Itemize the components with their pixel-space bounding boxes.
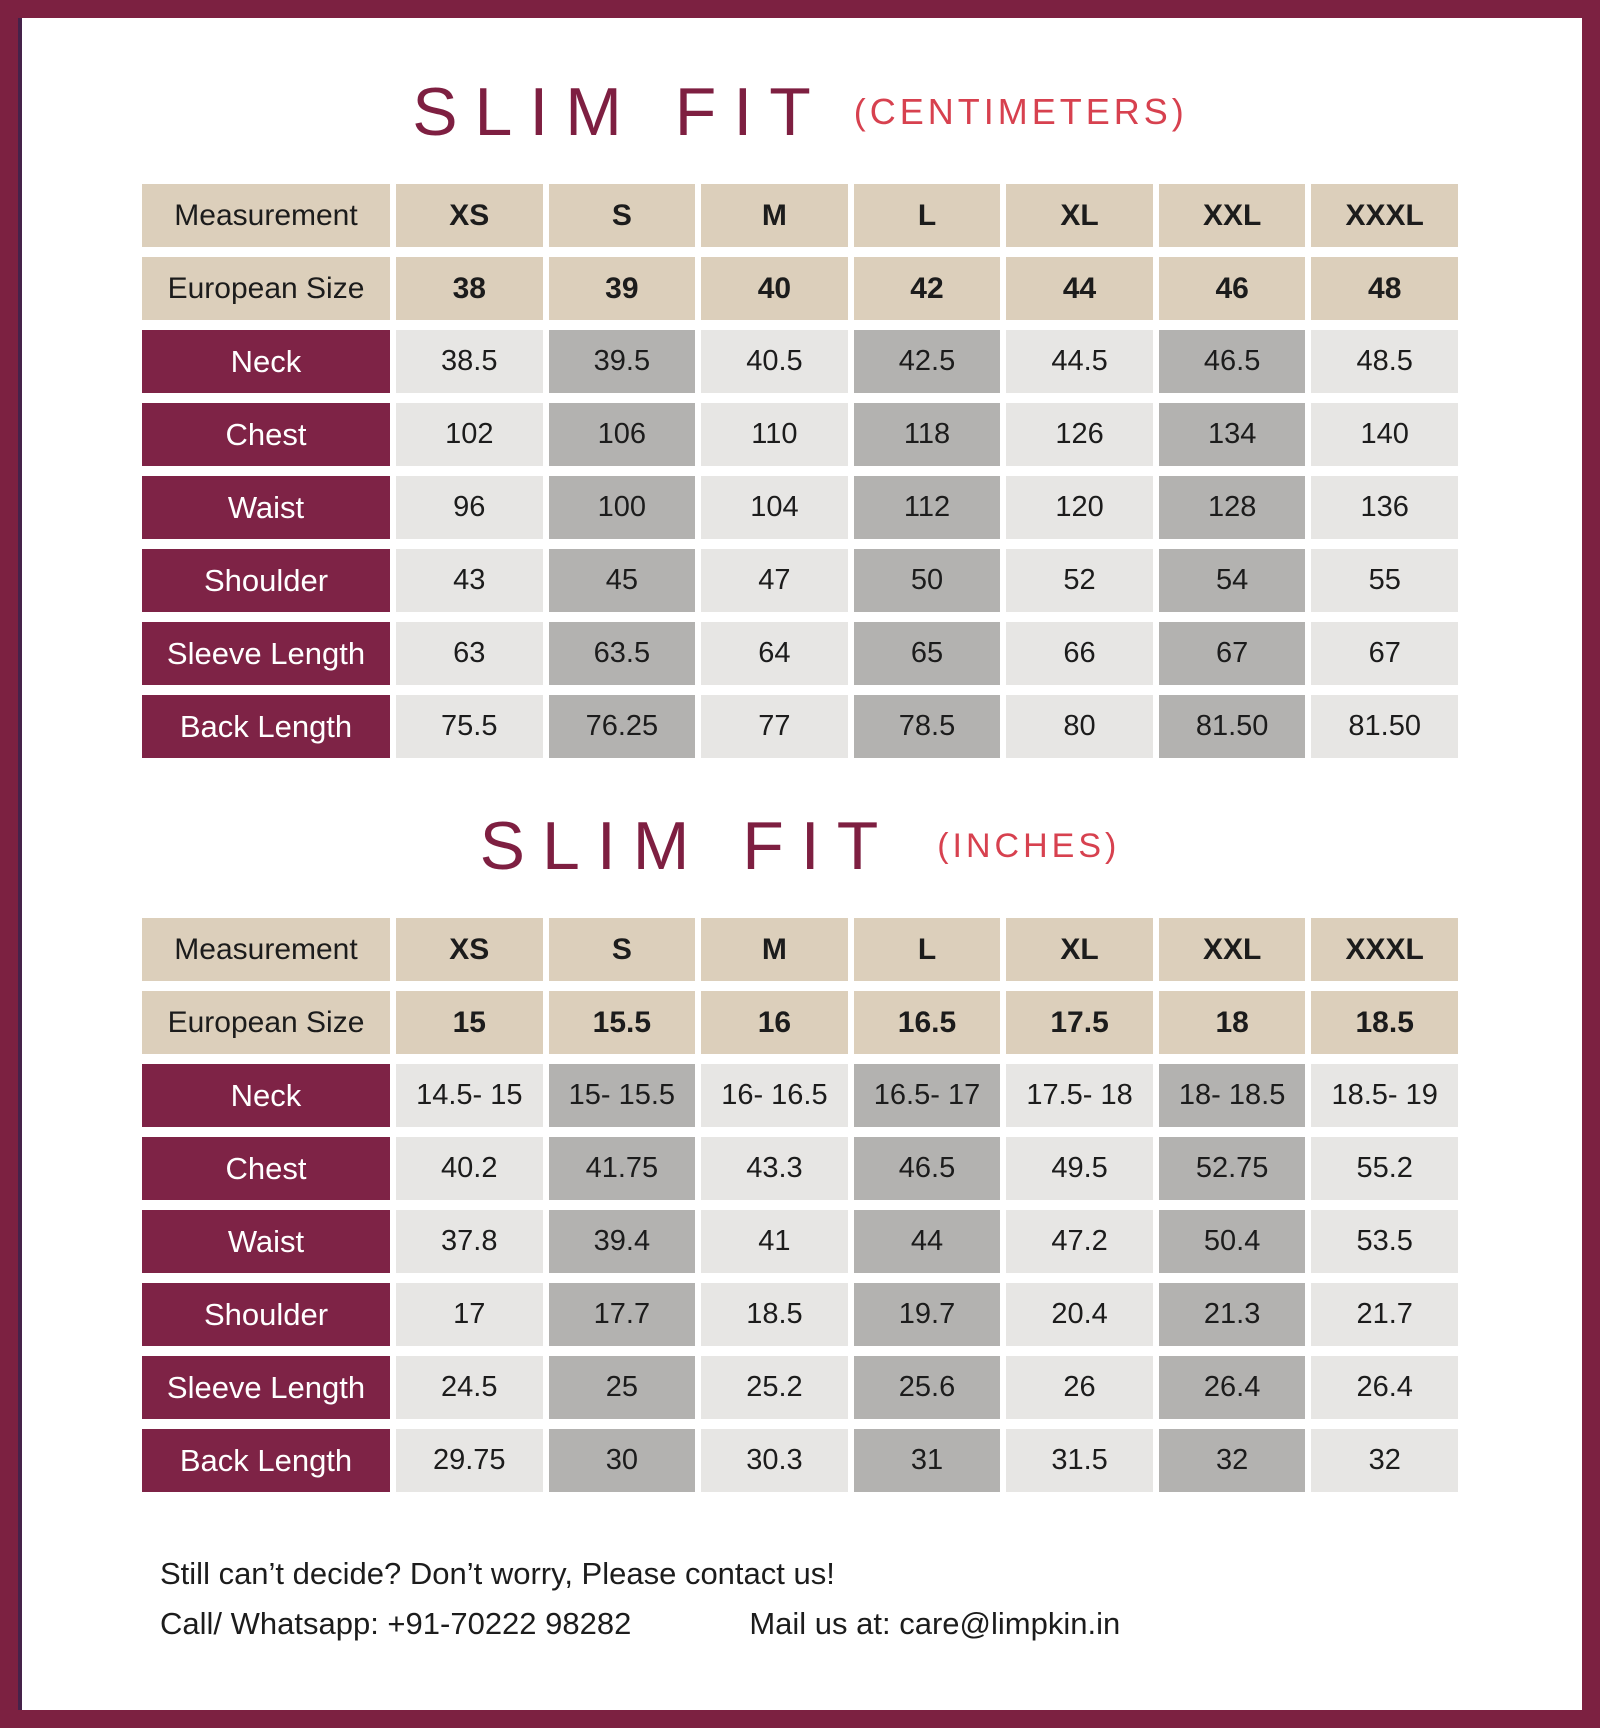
size-cell: 19.7 [854, 1283, 1001, 1346]
size-cell: 21.7 [1311, 1283, 1458, 1346]
size-cell: 52.75 [1159, 1137, 1306, 1200]
size-cell: 63.5 [549, 622, 696, 685]
size-cell: 37.8 [396, 1210, 543, 1273]
size-cell: 140 [1311, 403, 1458, 466]
size-cell: 112 [854, 476, 1001, 539]
size-cell: 31.5 [1006, 1429, 1153, 1492]
size-cell: 41 [701, 1210, 848, 1273]
size-cell: 52 [1006, 549, 1153, 612]
size-cell: 54 [1159, 549, 1306, 612]
size-cell: 40.5 [701, 330, 848, 393]
european-size-cell: 39 [549, 257, 696, 320]
column-header-m: M [701, 918, 848, 981]
title-inches [18, 804, 1582, 888]
size-cell: 30 [549, 1429, 696, 1492]
size-cell: 18- 18.5 [1159, 1064, 1306, 1127]
column-header-xxl: XXL [1159, 918, 1306, 981]
size-cell: 16.5- 17 [854, 1064, 1001, 1127]
column-header-m: M [701, 184, 848, 247]
size-cell: 126 [1006, 403, 1153, 466]
size-cell: 14.5- 15 [396, 1064, 543, 1127]
size-cell: 17.5- 18 [1006, 1064, 1153, 1127]
size-cell: 38.5 [396, 330, 543, 393]
size-cell: 53.5 [1311, 1210, 1458, 1273]
size-cell: 41.75 [549, 1137, 696, 1200]
row-label-sleeve-length: Sleeve Length [142, 622, 390, 685]
contact-email: Mail us at: care@limpkin.in [749, 1606, 1121, 1641]
size-cell: 55.2 [1311, 1137, 1458, 1200]
european-size-cell: 40 [701, 257, 848, 320]
row-label-waist: Waist [142, 476, 390, 539]
column-header-l: L [854, 184, 1001, 247]
size-cell: 24.5 [396, 1356, 543, 1419]
size-cell: 25.2 [701, 1356, 848, 1419]
footer-note [160, 1556, 1582, 1642]
size-cell: 49.5 [1006, 1137, 1153, 1200]
size-cell: 55 [1311, 549, 1458, 612]
column-header-xl: XL [1006, 918, 1153, 981]
left-edge-strip [18, 18, 22, 1710]
size-cell: 39.5 [549, 330, 696, 393]
european-size-cell: 18.5 [1311, 991, 1458, 1054]
size-cell: 43 [396, 549, 543, 612]
row-label-neck: Neck [142, 330, 390, 393]
size-cell: 32 [1311, 1429, 1458, 1492]
column-header-l: L [854, 918, 1001, 981]
footer-help-text: Still can’t decide? Don’t worry, Please contact us! [160, 1556, 835, 1591]
size-cell: 136 [1311, 476, 1458, 539]
size-cell: 26.4 [1159, 1356, 1306, 1419]
european-size-cell: 16.5 [854, 991, 1001, 1054]
column-header-xxxl: XXXL [1311, 184, 1458, 247]
size-cell: 78.5 [854, 695, 1001, 758]
row-label-back-length: Back Length [142, 1429, 390, 1492]
size-cell: 30.3 [701, 1429, 848, 1492]
size-cell: 76.25 [549, 695, 696, 758]
column-header-measurement: Measurement [142, 184, 390, 247]
size-cell: 96 [396, 476, 543, 539]
size-cell: 47 [701, 549, 848, 612]
row-label-european-size: European Size [142, 257, 390, 320]
size-cell: 67 [1159, 622, 1306, 685]
size-cell: 25.6 [854, 1356, 1001, 1419]
row-label-neck: Neck [142, 1064, 390, 1127]
column-header-s: S [549, 184, 696, 247]
size-table-inches [142, 918, 1458, 1492]
size-cell: 18.5- 19 [1311, 1064, 1458, 1127]
size-cell: 44 [854, 1210, 1001, 1273]
size-cell: 110 [701, 403, 848, 466]
column-header-s: S [549, 918, 696, 981]
size-cell: 102 [396, 403, 543, 466]
unit-label: (INCHES) [937, 826, 1121, 865]
size-cell: 15- 15.5 [549, 1064, 696, 1127]
size-table-centimeters [142, 184, 1458, 758]
column-header-xs: XS [396, 918, 543, 981]
size-cell: 20.4 [1006, 1283, 1153, 1346]
size-cell: 16- 16.5 [701, 1064, 848, 1127]
european-size-cell: 42 [854, 257, 1001, 320]
size-cell: 106 [549, 403, 696, 466]
contact-phone: Call/ Whatsapp: +91-70222 98282 [160, 1606, 632, 1641]
european-size-cell: 15 [396, 991, 543, 1054]
size-cell: 48.5 [1311, 330, 1458, 393]
size-cell: 134 [1159, 403, 1306, 466]
size-cell: 18.5 [701, 1283, 848, 1346]
size-cell: 45 [549, 549, 696, 612]
row-label-shoulder: Shoulder [142, 549, 390, 612]
size-cell: 66 [1006, 622, 1153, 685]
size-cell: 39.4 [549, 1210, 696, 1273]
european-size-cell: 18 [1159, 991, 1306, 1054]
column-header-xs: XS [396, 184, 543, 247]
size-cell: 25 [549, 1356, 696, 1419]
size-cell: 67 [1311, 622, 1458, 685]
row-label-shoulder: Shoulder [142, 1283, 390, 1346]
size-cell: 32 [1159, 1429, 1306, 1492]
size-cell: 118 [854, 403, 1001, 466]
unit-label: (CENTIMETERS) [853, 91, 1188, 132]
column-header-xxxl: XXXL [1311, 918, 1458, 981]
size-cell: 64 [701, 622, 848, 685]
size-cell: 77 [701, 695, 848, 758]
european-size-cell: 46 [1159, 257, 1306, 320]
title-text: SLIM FIT [479, 808, 896, 884]
size-cell: 42.5 [854, 330, 1001, 393]
column-header-xxl: XXL [1159, 184, 1306, 247]
size-cell: 17.7 [549, 1283, 696, 1346]
size-cell: 46.5 [854, 1137, 1001, 1200]
size-cell: 43.3 [701, 1137, 848, 1200]
size-cell: 81.50 [1311, 695, 1458, 758]
size-cell: 31 [854, 1429, 1001, 1492]
size-cell: 128 [1159, 476, 1306, 539]
size-cell: 120 [1006, 476, 1153, 539]
row-label-chest: Chest [142, 1137, 390, 1200]
european-size-cell: 38 [396, 257, 543, 320]
size-cell: 65 [854, 622, 1001, 685]
size-cell: 26.4 [1311, 1356, 1458, 1419]
european-size-cell: 48 [1311, 257, 1458, 320]
size-cell: 100 [549, 476, 696, 539]
european-size-cell: 44 [1006, 257, 1153, 320]
size-cell: 21.3 [1159, 1283, 1306, 1346]
size-cell: 17 [396, 1283, 543, 1346]
row-label-chest: Chest [142, 403, 390, 466]
size-cell: 63 [396, 622, 543, 685]
size-cell: 26 [1006, 1356, 1153, 1419]
column-header-measurement: Measurement [142, 918, 390, 981]
size-cell: 29.75 [396, 1429, 543, 1492]
european-size-cell: 15.5 [549, 991, 696, 1054]
size-cell: 46.5 [1159, 330, 1306, 393]
title-centimeters [18, 70, 1582, 154]
title-text: SLIM FIT [412, 74, 828, 150]
size-cell: 80 [1006, 695, 1153, 758]
european-size-cell: 16 [701, 991, 848, 1054]
european-size-cell: 17.5 [1006, 991, 1153, 1054]
column-header-xl: XL [1006, 184, 1153, 247]
row-label-sleeve-length: Sleeve Length [142, 1356, 390, 1419]
row-label-back-length: Back Length [142, 695, 390, 758]
size-cell: 81.50 [1159, 695, 1306, 758]
row-label-waist: Waist [142, 1210, 390, 1273]
size-cell: 44.5 [1006, 330, 1153, 393]
size-cell: 50.4 [1159, 1210, 1306, 1273]
size-cell: 50 [854, 549, 1001, 612]
row-label-european-size: European Size [142, 991, 390, 1054]
size-cell: 47.2 [1006, 1210, 1153, 1273]
size-cell: 104 [701, 476, 848, 539]
size-cell: 40.2 [396, 1137, 543, 1200]
size-cell: 75.5 [396, 695, 543, 758]
